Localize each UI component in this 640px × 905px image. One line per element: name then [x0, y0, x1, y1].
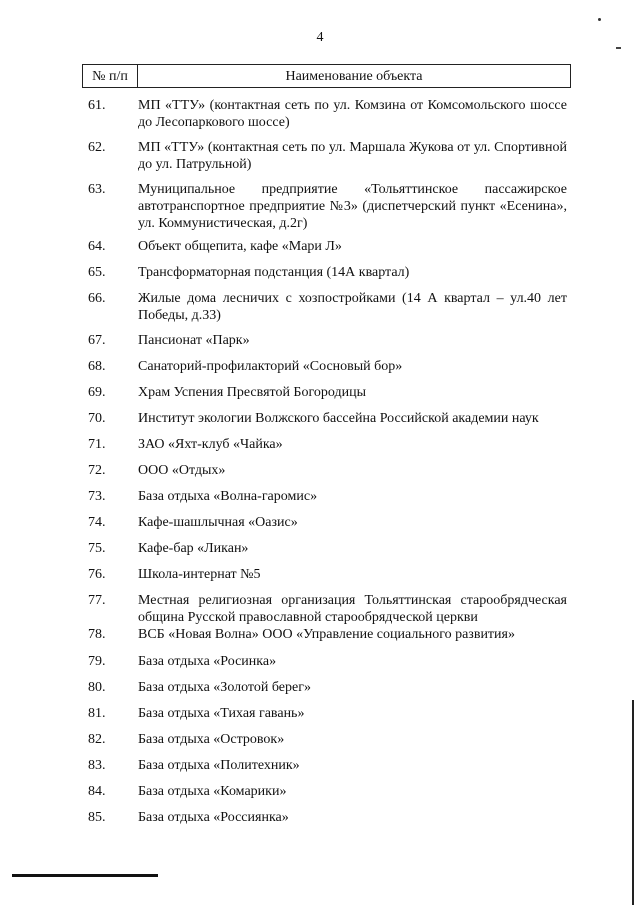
row-number: 61.	[88, 98, 106, 113]
table-header	[82, 64, 571, 88]
row-text-line: База отдыха «Росинка»	[138, 654, 277, 669]
row-number: 79.	[88, 654, 106, 669]
row-number: 66.	[88, 291, 106, 306]
row-object-name	[138, 139, 567, 173]
row-number: 76.	[88, 567, 106, 582]
row-text-line: ЗАО «Яхт-клуб «Чайка»	[138, 437, 283, 452]
row-text-line: База отдыха «Политехник»	[138, 758, 300, 773]
row-number: 68.	[88, 359, 106, 374]
row-object-name	[138, 384, 567, 401]
row-number: 73.	[88, 489, 106, 504]
row-object-name	[138, 358, 567, 375]
row-number: 69.	[88, 385, 106, 400]
row-object-name	[138, 514, 567, 531]
row-number: 67.	[88, 333, 106, 348]
row-text-line: База отдыха «Золотой берег»	[138, 680, 311, 695]
row-object-name	[138, 462, 567, 479]
row-object-name	[138, 290, 567, 324]
row-number: 64.	[88, 239, 106, 254]
row-number: 83.	[88, 758, 106, 773]
row-number: 81.	[88, 706, 106, 721]
row-number: 80.	[88, 680, 106, 695]
row-number: 85.	[88, 810, 106, 825]
row-text-line: База отдыха «Комарики»	[138, 784, 287, 799]
header-number-column: № п/п	[83, 65, 138, 87]
row-object-name	[138, 566, 567, 583]
header-name-column: Наименование объекта	[285, 69, 423, 84]
row-number: 72.	[88, 463, 106, 478]
row-text-line: Кафе-шашлычная «Оазис»	[138, 515, 298, 530]
row-text-line: МП «ТТУ» (контактная сеть по ул. Комзина от Комсомольского	[138, 98, 526, 113]
row-text-line: Жилые дома лесничих с хозпостройками (14 А квартал – ул.40 лет	[138, 291, 567, 306]
row-number: 65.	[88, 265, 106, 280]
scan-speck	[598, 18, 601, 21]
row-object-name	[138, 97, 567, 131]
row-text-line: Трансформаторная подстанция (14А квартал)	[138, 265, 410, 280]
row-number: 63.	[88, 182, 106, 197]
row-object-name	[138, 757, 567, 774]
row-text-line: от ул. Спортивной до ул. Патрульной)	[138, 140, 568, 172]
row-text-line: Муниципальное предприятие «Тольяттинское пассажирское	[138, 182, 567, 197]
row-object-name	[138, 264, 567, 281]
row-number: 77.	[88, 593, 106, 608]
row-object-name	[138, 809, 567, 826]
row-text-line: База отдыха «Россиянка»	[138, 810, 289, 825]
row-object-name	[138, 436, 567, 453]
row-text-line: община Русской православной старообрядческой церкви	[138, 610, 478, 625]
row-number: 75.	[88, 541, 106, 556]
row-text-line: ВСБ «Новая Волна» ООО «Управление социального развития»	[138, 627, 515, 642]
row-text-line: База отдыха «Островок»	[138, 732, 285, 747]
row-text-line: автотранспортное предприятие №3» (диспетчерский пункт	[138, 199, 496, 214]
scan-edge-line	[12, 874, 158, 877]
row-text-line: Санаторий-профилакторий «Сосновый бор»	[138, 359, 403, 374]
row-number: 71.	[88, 437, 106, 452]
scan-speck	[616, 47, 621, 49]
row-object-name	[138, 653, 567, 670]
row-object-name	[138, 410, 567, 427]
row-object-name	[138, 731, 567, 748]
row-text-line: ООО «Отдых»	[138, 463, 226, 478]
row-text-line: Местная религиозная организация Тольяттинская старообрядческая	[138, 593, 567, 608]
row-object-name	[138, 592, 567, 626]
row-number: 74.	[88, 515, 106, 530]
row-text-line: Объект общепита, кафе «Мари Л»	[138, 239, 342, 254]
row-object-name	[138, 332, 567, 349]
row-text-line: МП «ТТУ» (контактная сеть по ул. Маршала Жукова	[138, 140, 454, 155]
row-text-line: Пансионат «Парк»	[138, 333, 250, 348]
row-object-name	[138, 626, 567, 643]
row-text-line: Кафе-бар «Ликан»	[138, 541, 249, 556]
row-text-line: Победы, д.33)	[138, 308, 221, 323]
page-number: 4	[316, 30, 324, 45]
row-text-line: База отдыха «Волна-гаромис»	[138, 489, 318, 504]
scan-edge-line	[632, 700, 634, 905]
row-object-name	[138, 181, 567, 232]
row-object-name	[138, 488, 567, 505]
row-text-line: База отдыха «Тихая гавань»	[138, 706, 305, 721]
row-number: 62.	[88, 140, 106, 155]
row-object-name	[138, 705, 567, 722]
row-text-line: шоссе до Лесопаркового шоссе)	[138, 98, 568, 130]
row-text-line: Институт экологии Волжского бассейна Российской академии наук	[138, 411, 539, 426]
row-number: 70.	[88, 411, 106, 426]
row-object-name	[138, 783, 567, 800]
row-number: 82.	[88, 732, 106, 747]
row-object-name	[138, 679, 567, 696]
row-number: 78.	[88, 627, 106, 642]
row-object-name	[138, 540, 567, 557]
row-text-line: «Есенина», ул. Коммунистическая, д.2г)	[138, 199, 568, 231]
row-text-line: Школа-интернат №5	[138, 567, 261, 582]
row-number: 84.	[88, 784, 106, 799]
row-object-name	[138, 238, 567, 255]
row-text-line: Храм Успения Пресвятой Богородицы	[138, 385, 366, 400]
